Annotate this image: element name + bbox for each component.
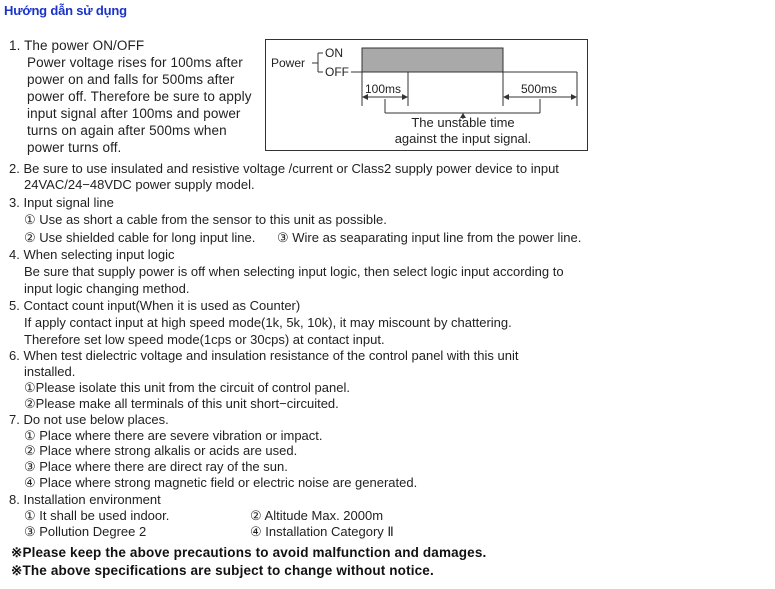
section-6-item: ②Please make all terminals of this unit short−circuited. [24, 396, 339, 411]
section-4-heading: 4. When selecting input logic [9, 247, 175, 262]
section-4-line: Be sure that supply power is off when selecting input logic, then select logic input according to [24, 264, 564, 279]
section-3-item: ① Use as short a cable from the sensor to this unit as possible. [24, 212, 387, 227]
specification-note: ※The above specifications are subject to change without notice. [11, 563, 434, 578]
section-1-line: input signal after 100ms and power [27, 106, 241, 121]
precaution-note: ※Please keep the above precautions to avoid malfunction and damages. [11, 545, 487, 560]
section-6-item: ①Please isolate this unit from the circuit of control panel. [24, 380, 350, 395]
diagram-caption-line-2: against the input signal. [394, 131, 532, 146]
section-1-line: power off. Therefore be sure to apply [27, 89, 252, 104]
section-8-item: ④ Installation Category Ⅱ [250, 524, 394, 539]
t1-label: 100ms [365, 82, 402, 96]
section-1-heading: 1. The power ON/OFF [9, 38, 145, 53]
section-3-heading: 3. Input signal line [9, 195, 114, 210]
section-8-heading: 8. Installation environment [9, 492, 161, 507]
section-1-line: Power voltage rises for 100ms after [27, 55, 243, 70]
section-6-heading: 6. When test dielectric voltage and insulation resistance of the control panel with this unit [9, 348, 519, 363]
on-label: ON [325, 46, 343, 60]
section-7-item: ② Place where strong alkalis or acids are used. [24, 443, 298, 458]
off-label: OFF [325, 65, 349, 79]
section-8-item: ② Altitude Max. 2000m [250, 508, 384, 523]
power-label: Power [271, 56, 306, 70]
section-8-item: ③ Pollution Degree 2 [24, 524, 147, 539]
power-timing-diagram [265, 39, 588, 151]
section-2-heading: 2. Be sure to use insulated and resistive voltage /current or Class2 supply power device to input [9, 161, 559, 176]
section-2-line: 24VAC/24−48VDC power supply model. [24, 177, 255, 192]
diagram-caption-line-1: The unstable time [411, 115, 515, 130]
section-3-item: ② Use shielded cable for long input line. [24, 230, 256, 245]
section-3-item: ③ Wire as seaparating input line from the power line. [277, 230, 582, 245]
section-1-line: power on and falls for 500ms after [27, 72, 235, 87]
section-7-heading: 7. Do not use below places. [9, 412, 169, 427]
section-6-line: installed. [24, 364, 76, 379]
page-title: Hướng dẫn sử dụng [4, 3, 127, 18]
section-7-item: ① Place where there are severe vibration or impact. [24, 428, 323, 443]
section-5-line: If apply contact input at high speed mode(1k, 5k, 10k), it may miscount by chattering. [24, 315, 512, 330]
t2-label: 500ms [521, 82, 558, 96]
section-5-heading: 5. Contact count input(When it is used as Counter) [9, 298, 301, 313]
power-on-pulse [362, 48, 503, 72]
section-5-line: Therefore set low speed mode(1cps or 30cps) at contact input. [24, 332, 385, 347]
section-4-line: input logic changing method. [24, 281, 190, 296]
section-1-line: turns on again after 500ms when [27, 123, 227, 138]
section-8-item: ① It shall be used indoor. [24, 508, 170, 523]
section-7-item: ④ Place where strong magnetic field or electric noise are generated. [24, 475, 418, 490]
section-1-line: power turns off. [27, 140, 122, 155]
section-7-item: ③ Place where there are direct ray of the sun. [24, 459, 288, 474]
